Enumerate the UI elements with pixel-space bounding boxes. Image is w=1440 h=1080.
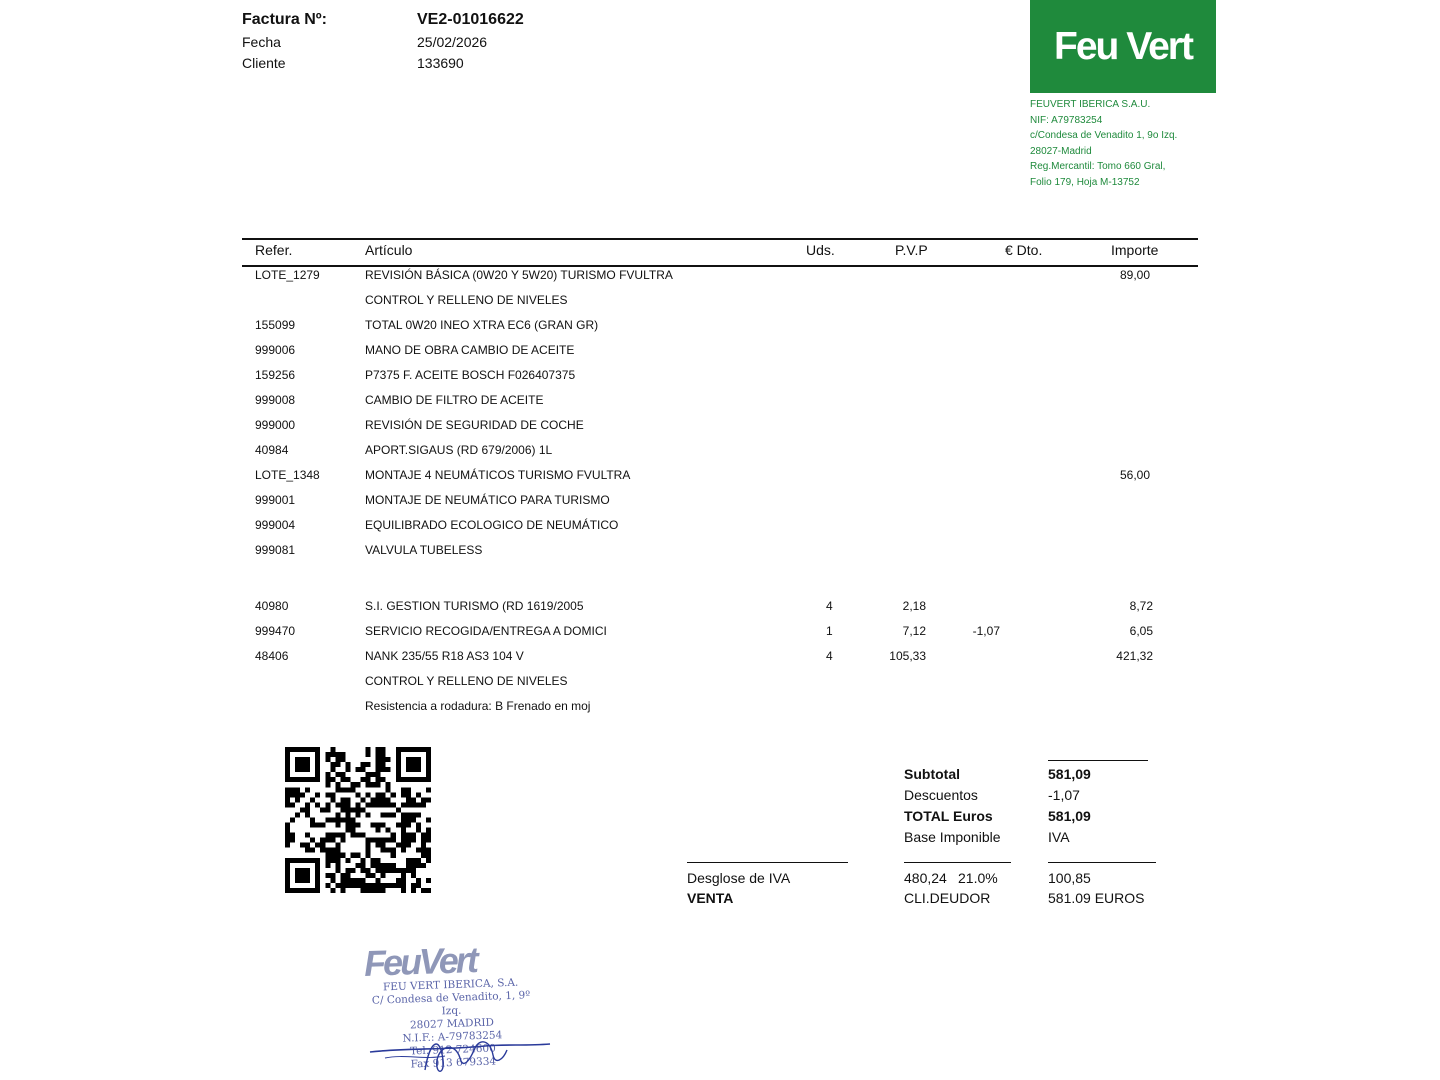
total-value: 581,09 (1048, 808, 1091, 824)
cell-ref: 40984 (255, 443, 289, 457)
cell-units: 1 (826, 624, 833, 638)
cell-amount: 8,72 (1129, 599, 1153, 613)
subtotal-label: Subtotal (904, 766, 960, 782)
table-row (0, 293, 1440, 318)
cell-article: CONTROL Y RELLENO DE NIVELES (365, 674, 568, 688)
cell-ref: 40980 (255, 599, 289, 613)
iva-rule (1048, 862, 1156, 863)
company-line: FEUVERT IBERICA S.A.U. (1030, 99, 1151, 110)
cell-amount: 89,00 (1119, 268, 1150, 282)
table-row (0, 343, 1440, 368)
cell-amount: 6,05 (1129, 624, 1153, 638)
cell-article: VALVULA TUBELESS (365, 543, 483, 557)
cell-ref: 999470 (255, 624, 296, 638)
cell-discount: -1,07 (972, 624, 1000, 638)
invoice-number: VE2-01016622 (417, 11, 524, 28)
company-line: Folio 179, Hoja M-13752 (1030, 176, 1140, 188)
cell-pvp: 105,33 (889, 649, 926, 663)
table-row (0, 393, 1440, 418)
sale-label: VENTA (687, 890, 734, 906)
company-line: Reg.Mercantil: Tomo 660 Gral, (1030, 161, 1166, 173)
invoice-label: Factura Nº: (242, 11, 327, 28)
client-label: Cliente (242, 55, 286, 71)
cell-ref: 155099 (255, 318, 296, 332)
company-line: 28027-Madrid (1030, 145, 1092, 157)
iva-value: 100,85 (1048, 870, 1091, 886)
col-header-article: Artículo (365, 242, 413, 258)
table-row (0, 699, 1440, 724)
cell-article: MANO DE OBRA CAMBIO DE ACEITE (365, 343, 575, 357)
discounts-label: Descuentos (904, 787, 978, 803)
cell-amount: 56,00 (1119, 468, 1150, 482)
table-row (0, 318, 1440, 343)
breakdown-rule (687, 862, 848, 863)
payment-label: CLI.DEUDOR (904, 890, 991, 906)
table-row (0, 649, 1440, 674)
table-row (0, 418, 1440, 443)
base-label: Base Imponible (904, 829, 1001, 845)
cell-article: TOTAL 0W20 INEO XTRA EC6 (GRAN GR) (365, 318, 599, 332)
base-rule (904, 862, 1011, 863)
brand-logo (1030, 0, 1216, 93)
col-header-amount: Importe (1111, 242, 1159, 258)
subtotal-value: 581,09 (1048, 766, 1091, 782)
col-header-pvp: P.V.P (895, 242, 928, 258)
table-row (0, 674, 1440, 699)
table-row (0, 443, 1440, 468)
cell-amount: 421,32 (1116, 649, 1153, 663)
stamp-line: C/ Condesa de Venadito, 1, 9º Izq. (371, 989, 531, 1018)
cell-article: SERVICIO RECOGIDA/ENTREGA A DOMICI (365, 624, 607, 638)
table-row (0, 543, 1440, 568)
cell-ref: 999000 (255, 418, 296, 432)
cell-ref: 159256 (255, 368, 296, 382)
cell-ref: 999081 (255, 543, 296, 557)
cell-article: REVISIÓN DE SEGURIDAD DE COCHE (365, 418, 584, 432)
stamp-line: N.I.F.: A-79783254 (402, 1029, 503, 1045)
company-info (1030, 97, 1177, 191)
cell-article: CAMBIO DE FILTRO DE ACEITE (365, 393, 544, 407)
table-row (0, 599, 1440, 624)
table-row (0, 493, 1440, 518)
brand-logo-text: Feu Vert (1054, 24, 1192, 68)
table-header-rule (242, 265, 1198, 267)
cell-ref: 999001 (255, 493, 296, 507)
table-top-rule (242, 238, 1198, 240)
col-header-units: Uds. (806, 242, 835, 258)
cell-ref: 999006 (255, 343, 296, 357)
table-row (0, 518, 1440, 543)
date-value: 25/02/2026 (417, 34, 488, 50)
cell-article: Resistencia a rodadura: B Frenado en moj (365, 699, 591, 713)
stamp-line: Tel. 912 724600 (409, 1042, 497, 1058)
cell-ref: 999008 (255, 393, 296, 407)
cell-ref: 48406 (255, 649, 289, 663)
payment-value: 581.09 EUROS (1048, 890, 1145, 906)
cell-article: APORT.SIGAUS (RD 679/2006) 1L (365, 443, 553, 457)
company-stamp (350, 935, 550, 1080)
cell-article: MONTAJE 4 NEUMÁTICOS TURISMO FVULTRA (365, 468, 631, 482)
table-row (0, 624, 1440, 649)
stamp-line: FEU VERT IBERICA, S.A. (382, 976, 519, 994)
cell-article: EQUILIBRADO ECOLOGICO DE NEUMÁTICO (365, 518, 619, 532)
client-value: 133690 (417, 55, 464, 71)
cell-article: S.I. GESTION TURISMO (RD 1619/2005 (365, 599, 584, 613)
cell-article: REVISIÓN BÁSICA (0W20 Y 5W20) TURISMO FVULTRA (365, 268, 673, 282)
rate-value: 21.0% (958, 870, 998, 886)
cell-article: P7375 F. ACEITE BOSCH F026407375 (365, 368, 576, 382)
company-line: c/Condesa de Venadito 1, 9o Izq. (1030, 130, 1178, 142)
base-value: 480,24 (904, 870, 947, 886)
breakdown-label: Desglose de IVA (687, 870, 791, 886)
cell-pvp: 2,18 (902, 599, 926, 613)
subtotal-rule (1048, 760, 1148, 761)
cell-ref: 999004 (255, 518, 296, 532)
cell-article: MONTAJE DE NEUMÁTICO PARA TURISMO (365, 493, 610, 507)
discounts-value: -1,07 (1048, 787, 1080, 803)
cell-ref: LOTE_1279 (255, 268, 320, 282)
qr-code-icon (285, 747, 431, 893)
cell-pvp: 7,12 (902, 624, 926, 638)
stamp-line: 28027 MADRID (409, 1016, 495, 1032)
date-label: Fecha (242, 34, 281, 50)
signature-icon (365, 1030, 555, 1080)
table-row (0, 268, 1440, 293)
cell-article: NANK 235/55 R18 AS3 104 V (365, 649, 524, 663)
cell-ref: LOTE_1348 (255, 468, 320, 482)
stamp-logo: FeuVert (363, 939, 477, 984)
total-label: TOTAL Euros (904, 808, 993, 824)
col-header-ref: Refer. (255, 242, 293, 258)
company-line: NIF: A79783254 (1030, 114, 1103, 126)
cell-article: CONTROL Y RELLENO DE NIVELES (365, 293, 568, 307)
cell-units: 4 (826, 649, 833, 663)
table-row (0, 468, 1440, 493)
cell-units: 4 (826, 599, 833, 613)
stamp-line: Fax 913 679334 (410, 1055, 497, 1071)
col-header-discount: € Dto. (1005, 242, 1043, 258)
table-row (0, 368, 1440, 393)
iva-label: IVA (1048, 829, 1070, 845)
